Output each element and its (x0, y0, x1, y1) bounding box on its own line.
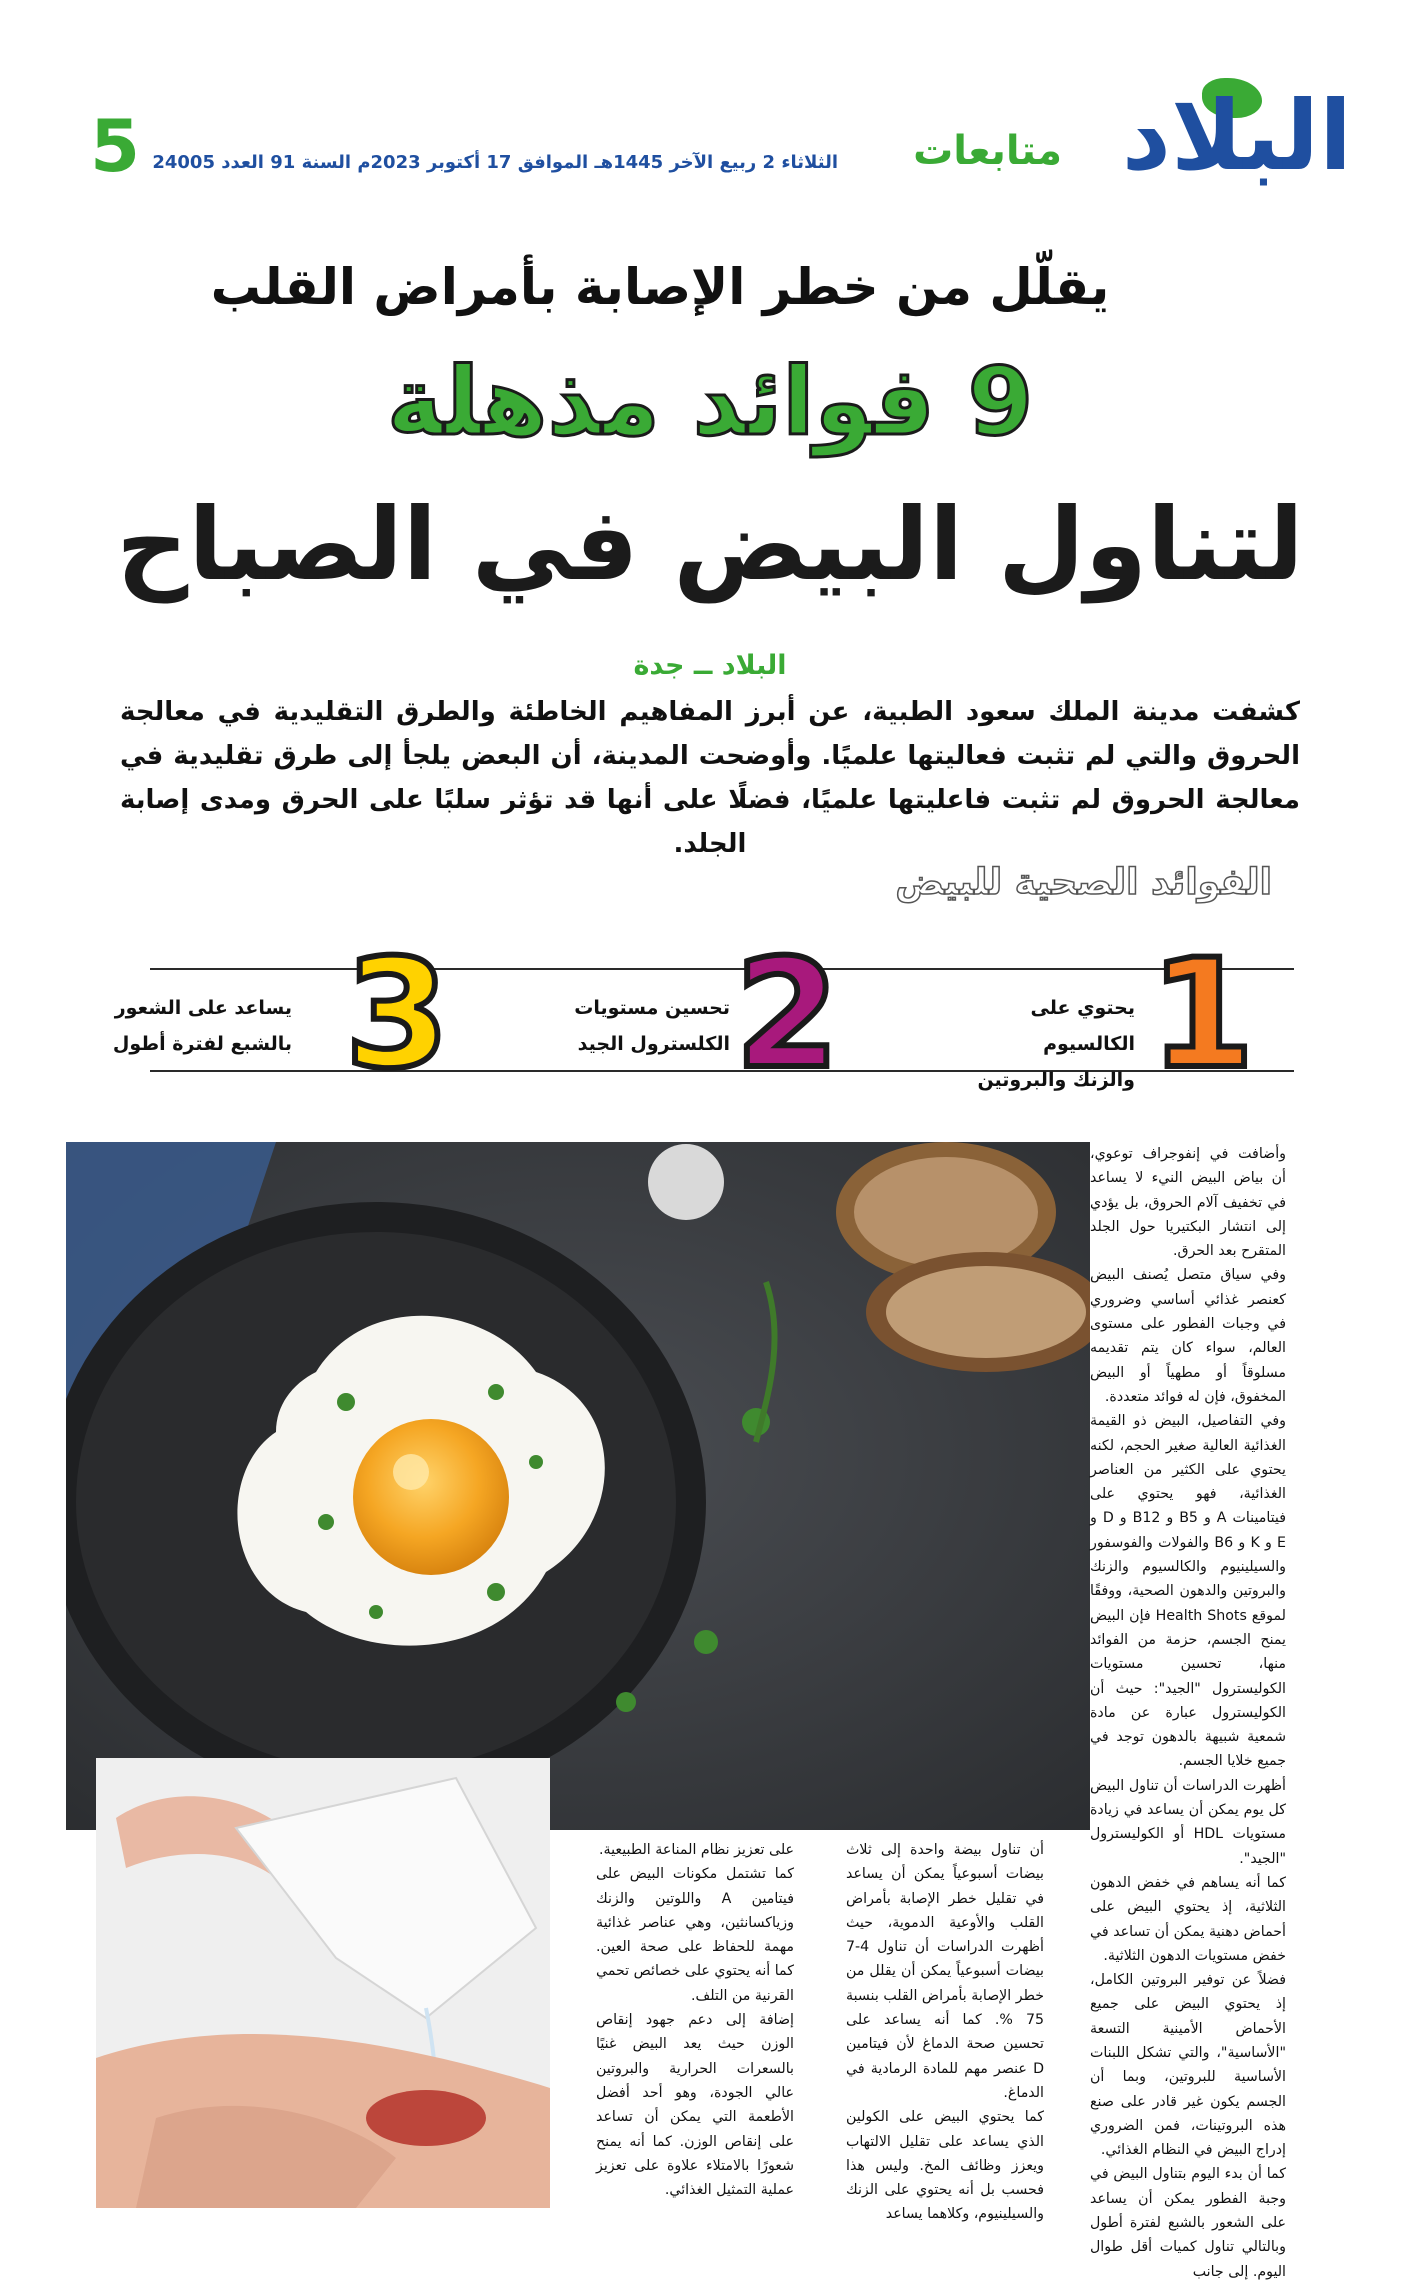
paragraph: وفي سياق متصل يُصنف البيض كعنصر غذائي أساسي وضروري في وجبات الفطور على مستوى العالم، سواء كان يتم تقديمه مسلوقاً أو مطهياً أو البيض المخفوق، فإن له فوائد متعددة. (1090, 1267, 1286, 1405)
benefit-caption-1 (935, 990, 1135, 1098)
benefit-caption-line: يساعد على الشعور (114, 997, 292, 1019)
logo-text: البلاد (1121, 80, 1352, 192)
paragraph: فضلاً عن توفير البروتين الكامل، إذ يحتوي البيض على جميع الأحماض الأمينية التسعة "الأساسية"، والتي تشكل اللبنات الأساسية للبروتين، وبما أن الجسم يكون غير قادر على صنع هذه البروتينات، فمن الضروري إدراج البيض في النظام الغذائي. (1090, 1972, 1286, 2159)
benefit-number-1: 1 (1150, 928, 1255, 1102)
fried-egg-photo (66, 1142, 1090, 1830)
paragraph: كما أن بدء اليوم بتناول البيض في وجبة الفطور يمكن أن يساعد على الشعور بالشبع لفترة أطول وبالتالي تناول كميات أقل طوال اليوم. إلى جانب (1090, 2166, 1286, 2280)
benefit-caption-line: يحتوي على الكالسيوم (1030, 997, 1135, 1055)
burn-treatment-photo (96, 1758, 550, 2208)
section-name: متابعات (913, 128, 1062, 174)
paragraph: إضافة إلى دعم جهود إنقاص الوزن حيث يعد البيض غنيًا بالسعرات الحرارية والبروتين عالي الجودة، وهو أحد أفضل الأطعمة التي يمكن أن تساعد على إنقاص الوزن. كما أنه يمنح شعورًا بالامتلاء علاوة على تعزيز عملية التمثيل الغذائي. (596, 2012, 794, 2199)
page-number: 5 (90, 104, 141, 188)
benefit-number-2: 2 (735, 928, 840, 1102)
dateline: الثلاثاء 2 ربيع الآخر 1445هـ الموافق 17 أكتوبر 2023م السنة 91 العدد 24005 (152, 152, 838, 173)
benefit-caption-line: تحسين مستويات (574, 997, 730, 1019)
benefit-caption-3 (102, 990, 292, 1062)
paragraph: كما يحتوي البيض على الكولين الذي يساعد على تقليل الالتهاب ويعزز وظائف المخ. وليس هذا فحسب بل أنه يحتوي على الزنك والسيلينيوم، وكلاهما يساعد (846, 2109, 1044, 2223)
paragraph: أظهرت الدراسات أن تناول البيض كل يوم يمكن أن يساعد في زيادة مستويات HDL أو الكوليسترول "الجيد". (1090, 1777, 1286, 1867)
paragraph: كما تشتمل مكونات البيض على فيتامين A واللوتين والزنك وزياكسانثين، وهي عناصر غذائية مهمة للحفاظ على صحة العين. كما أنه يحتوي على خصائص تحمي القرنية من التلف. (596, 1866, 794, 2004)
headline-kicker: يقلّل من خطر الإصابة بأمراض القلب (210, 258, 1110, 316)
headline-main-black: لتناول البيض في الصباح (116, 486, 1304, 603)
benefit-caption-line: والزنك والبروتين (977, 1069, 1135, 1091)
band-divider-top (150, 968, 1294, 970)
paragraph: وفي التفاصيل، البيض ذو القيمة الغذائية العالية صغير الحجم، لكنه يحتوي على الكثير من العناصر الغذائية، فهو يحتوي على فيتامينات A و B5 و B12 و D و E و K و B6 والفولات والفوسفور والسيلينيوم والكالسيوم والزنك والبروتين والدهون الصحية، ووفقًا لموقع Health Shots فإن البيض يمنح الجسم، حزمة من الفوائد منها، تحسين مستويات الكوليسترول "الجيد": حيث أن الكوليسترول عبارة عن مادة شمعية شبيهة بالدهون توجد في جميع خلايا الجسم. (1090, 1413, 1287, 1770)
article-column-left (596, 1838, 794, 2202)
paragraph: وأضافت في إنفوجراف توعوي، أن بياض البيض النيء لا يساعد في تخفيف آلام الحروق، بل يؤدي إلى انتشار البكتيريا حول الجلد المتقرح بعد الحرق. (1090, 1146, 1286, 1260)
paragraph: كما أنه يساهم في خفض الدهون الثلاثية، إذ يحتوي البيض على أحماض دهنية يمكن أن تساعد في خفض مستويات الدهون الثلاثية. (1090, 1874, 1286, 1964)
article-column-right (1090, 1142, 1286, 2284)
lead-paragraph: كشفت مدينة الملك سعود الطبية، عن أبرز المفاهيم الخاطئة والطرق التقليدية في معالجة الحروق والتي لم تثبت فعاليتها علميًا. وأوضحت المدينة، أن البعض يلجأ إلى طرق تقليدية في معالجة الحروق لم تثبت فاعليتها علميًا، فضلًا على أنها قد تؤثر سلبًا على الحرق ومدى إصابة الجلد. (120, 697, 1300, 859)
benefit-caption-line: الكلسترول الجيد (577, 1033, 730, 1055)
paragraph: أن تناول بيضة واحدة إلى ثلاث بيضات أسبوعياً يمكن أن يساعد في تقليل خطر الإصابة بأمراض القلب والأوعية الدموية، حيث أظهرت الدراسات أن تناول 4-7 بيضات أسبوعياً يمكن أن يقلل من خطر الإصابة بأمراض القلب بنسبة 75 %. كما أنه يساعد على تحسين صحة الدماغ لأن فيتامين D عنصر مهم للمادة الرمادية في الدماغ. (846, 1842, 1044, 2101)
benefit-caption-line: بالشبع لفترة أطول (112, 1033, 292, 1055)
benefit-caption-2 (540, 990, 730, 1062)
benefit-number-3: 3 (345, 928, 450, 1102)
article-column-middle (846, 1838, 1044, 2227)
byline: البلاد ــ جدة (633, 650, 787, 681)
paragraph: على تعزيز نظام المناعة الطبيعية. (599, 1842, 794, 1858)
headline-main-green: 9 فوائد مذهلة (386, 348, 1034, 457)
newspaper-logo (1112, 78, 1352, 228)
benefits-title: الفوائد الصحية للبيض (895, 862, 1272, 903)
